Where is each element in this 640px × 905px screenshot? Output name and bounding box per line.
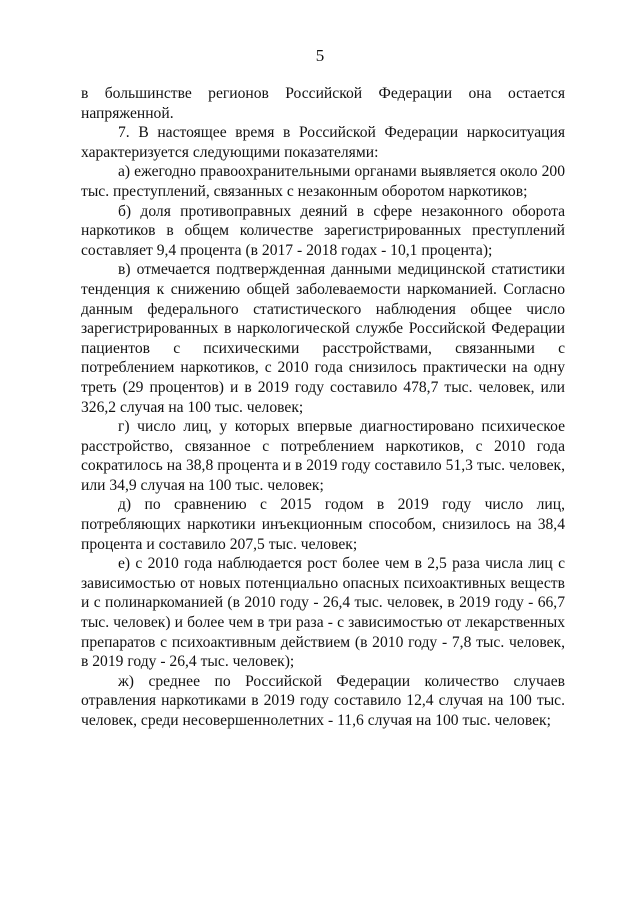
paragraph-subitem-g: г) число лиц, у которых впервые диагностировано психическое расстройство, связанное с потреблением наркотиков, с 2010 года сократилось на 38,8 процента и в 2019 году составило 51,3 тыс. человек, или 34,9 случая на 100 тыс. человек; bbox=[81, 418, 565, 494]
paragraph-subitem-zh: ж) среднее по Российской Федерации количество случаев отравления наркотиками в 2019 году составило 12,4 случая на 100 тыс. человек, среди несовершеннолетних - 11,6 случая на 100 тыс. человек; bbox=[81, 672, 565, 729]
paragraph-subitem-b: б) доля противоправных деяний в сфере незаконного оборота наркотиков в общем количестве зарегистрированных преступлений составляет 9,4 процента (в 2017 - 2018 годах - 10,1 процента); bbox=[81, 202, 565, 259]
paragraph-subitem-v: в) отмечается подтвержденная данными медицинской статистики тенденция к снижению общей заболеваемости наркоманией. Согласно данным федерального статистического наблюдения общее число зарегистрированных в наркологической службе Российской Федерации пациентов с психическими расстройствами, связанными с потреблением наркотиков, с 2010 года снизилось практически на одну треть (29 процентов) и в 2019 году составило 478,7 тыс. человек, или 326,2 случая на 100 тыс. человек; bbox=[81, 261, 565, 416]
paragraph-subitem-a: а) ежегодно правоохранительными органами выявляется около 200 тыс. преступлений, связанных с незаконным оборотом наркотиков; bbox=[81, 163, 565, 200]
document-body bbox=[81, 84, 565, 731]
paragraph-item-7: 7. В настоящее время в Российской Федерации наркоситуация характеризуется следующими показателями: bbox=[81, 124, 565, 161]
paragraph-subitem-d: д) по сравнению с 2015 годом в 2019 году число лиц, потребляющих наркотики инъекционным способом, снизилось на 38,4 процента и составило 207,5 тыс. человек; bbox=[81, 496, 565, 553]
paragraph-continuation: в большинстве регионов Российской Федерации она остается напряженной. bbox=[81, 85, 565, 122]
paragraph-subitem-e: е) с 2010 года наблюдается рост более чем в 2,5 раза числа лиц с зависимостью от новых потенциально опасных психоактивных веществ и с полинаркоманией (в 2010 году - 26,4 тыс. человек, в 2019 году - 66,7 тыс. человек) и более чем в три раза - с зависимостью от лекарственных препаратов с психоактивным действием (в 2010 году - 7,8 тыс. человек, в 2019 году - 26,4 тыс. человек); bbox=[81, 555, 565, 671]
page-number: 5 bbox=[315, 46, 325, 65]
